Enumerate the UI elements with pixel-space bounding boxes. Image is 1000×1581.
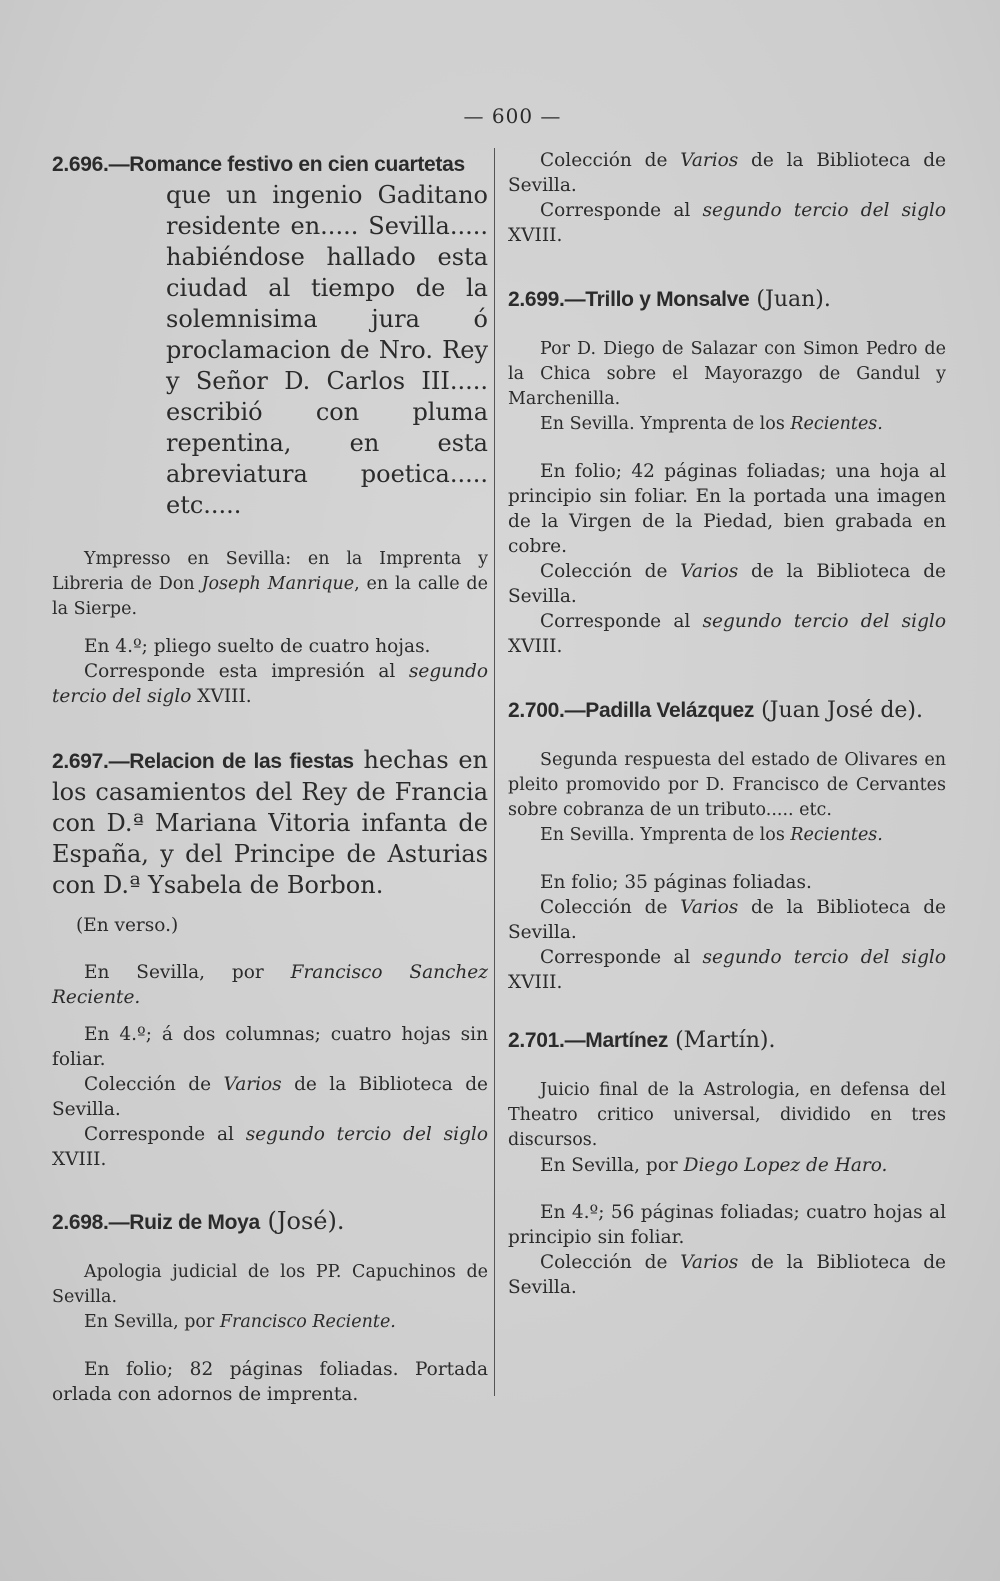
entry-title-text: (Juan).	[749, 287, 831, 312]
coll-italic: Varios	[680, 561, 739, 582]
corr-century: XVIII.	[508, 636, 563, 657]
format-note: En 4.º; á dos columnas; cuatro hojas sin foliar.	[52, 1024, 488, 1070]
printer-name: Recientes.	[790, 414, 883, 434]
coll-text-end: de la Biblioteca de Sevilla.	[508, 897, 946, 943]
imprint-text: En Sevilla, por	[84, 1312, 220, 1332]
coll-text: Colección de	[540, 1252, 681, 1273]
entry-title-text: hechas en los casamientos del Rey de Francia con D.ª Mariana Vitoria infanta de España, y del Principe de Asturias con D.ª Ysabela de Borbon.	[52, 746, 488, 899]
entry-number: 2.700.	[508, 699, 565, 722]
corr-italic: segundo tercio del siglo	[702, 611, 946, 632]
corr-century: XVIII.	[508, 225, 563, 246]
imprint	[508, 823, 946, 848]
imprint	[508, 1153, 946, 1178]
entry-2699	[508, 284, 946, 659]
correspondence-note	[508, 198, 946, 248]
correspondence-note	[52, 1122, 488, 1172]
corr-century: XVIII.	[52, 1149, 107, 1170]
entry-title	[508, 284, 946, 315]
collection-note	[508, 1250, 946, 1300]
coll-text: Colección de	[540, 561, 681, 582]
collection-note	[52, 1072, 488, 1122]
imprint	[508, 412, 946, 437]
imprint-text: En Sevilla. Ymprenta de los	[540, 414, 791, 434]
corr-text: Corresponde al	[540, 947, 703, 968]
corr-italic: segundo tercio del siglo	[52, 661, 488, 707]
entry-title	[52, 1206, 488, 1238]
entry-title	[508, 695, 946, 726]
imprint	[52, 1310, 488, 1335]
printer-name: Francisco Reciente.	[219, 1312, 396, 1332]
corr-italic: segundo tercio del siglo	[245, 1124, 488, 1145]
entry-keyword: —Relacion de las fiestas	[108, 750, 354, 773]
entry-description: Segunda respuesta del estado de Olivares en pleito promovido por D. Francisco de Cervantes sobre cobranza de un tributo..... etc.	[508, 750, 946, 820]
entry-description: Juicio final de la Astrologia, en defensa del Theatro critico universal, dividido en tres discursos.	[508, 1080, 946, 1150]
format-note: En 4.º; 56 páginas foliadas; cuatro hojas al principio sin foliar.	[508, 1202, 946, 1248]
coll-text: Colección de	[540, 897, 681, 918]
format-note: En folio; 82 páginas foliadas. Portada orlada con adornos de imprenta.	[52, 1359, 488, 1405]
corr-text: Corresponde al	[84, 1124, 246, 1145]
left-column	[52, 148, 488, 1407]
format-note: En folio; 35 páginas foliadas.	[540, 872, 812, 893]
entry-title-text: que un ingenio Gaditano residente en..... Sevilla..... habiéndose hallado esta ciudad al tiempo de la solemnisima jura ó proclamacion de Nro. Rey y Señor D. Carlos III..... escribió con pluma repentina, en esta abreviatura poetica..... etc.....	[166, 181, 488, 519]
corr-text: Corresponde esta impresión al	[84, 661, 409, 682]
entry-number: 2.696.	[52, 153, 109, 176]
corr-century: XVIII.	[508, 972, 563, 993]
coll-text-end: de la Biblioteca de Sevilla.	[508, 561, 946, 607]
coll-text-end: de la Biblioteca de Sevilla.	[508, 1252, 946, 1298]
verse-note: (En verso.)	[76, 915, 179, 936]
imprint-text-end: , en la calle de la Sierpe.	[52, 574, 488, 619]
format-note: En 4.º; pliego suelto de cuatro hojas.	[84, 636, 431, 657]
page-number: — 600 —	[463, 104, 562, 128]
imprint	[52, 547, 488, 622]
entry-title	[508, 1025, 946, 1056]
coll-text: Colección de	[84, 1074, 224, 1095]
entry-number: 2.699.	[508, 288, 565, 311]
entry-keyword: —Trillo y Monsalve	[564, 288, 750, 311]
entry-keyword: —Romance festivo en cien cuartetas	[108, 153, 465, 176]
entry-2696	[52, 148, 488, 709]
entry-title-text: (Martín).	[668, 1028, 776, 1053]
correspondence-note	[508, 609, 946, 659]
collection-note	[508, 559, 946, 609]
printer-name: Francisco Sanchez Reciente.	[52, 962, 488, 1008]
coll-italic: Varios	[680, 1252, 739, 1273]
coll-italic: Varios	[680, 150, 739, 171]
coll-italic: Varios	[223, 1074, 282, 1095]
printer-name: Diego Lopez de Haro.	[683, 1155, 888, 1176]
entry-description: Por D. Diego de Salazar con Simon Pedro de la Chica sobre el Mayorazgo de Gandul y Marchenilla.	[508, 339, 946, 409]
coll-text: Colección de	[540, 150, 681, 171]
entry-title	[52, 745, 488, 901]
corr-italic: segundo tercio del siglo	[702, 200, 946, 221]
collection-note	[508, 148, 946, 198]
entry-keyword: —Martínez	[564, 1029, 669, 1052]
entry-2698	[52, 1206, 488, 1407]
imprint-text: Ympresso en Sevilla: en la Imprenta y Libreria de Don	[52, 549, 488, 594]
format-note: En folio; 42 páginas foliadas; una hoja al principio sin foliar. En la portada una imagen de la Virgen de la Piedad, bien grabada en cobre.	[508, 461, 946, 557]
entry-2700	[508, 695, 946, 995]
entry-keyword: —Padilla Velázquez	[564, 699, 755, 722]
entry-title	[52, 148, 488, 521]
correspondence-note	[52, 659, 488, 709]
entry-2701	[508, 1025, 946, 1300]
printer-name: Recientes.	[790, 825, 883, 845]
imprint-text: En Sevilla. Ymprenta de los	[540, 825, 791, 845]
entry-keyword: —Ruiz de Moya	[108, 1211, 260, 1234]
corr-text: Corresponde al	[540, 200, 703, 221]
entry-title-text: (José).	[259, 1207, 345, 1235]
entry-number: 2.701.	[508, 1029, 565, 1052]
coll-text-end: de la Biblioteca de Sevilla.	[508, 150, 946, 196]
imprint-text: En Sevilla, por	[540, 1155, 684, 1176]
imprint	[52, 960, 488, 1010]
entry-2697	[52, 745, 488, 1172]
correspondence-note	[508, 945, 946, 995]
entry-description: Apologia judicial de los PP. Capuchinos de Sevilla.	[52, 1262, 488, 1307]
coll-italic: Varios	[680, 897, 739, 918]
coll-text-end: de la Biblioteca de Sevilla.	[52, 1074, 489, 1120]
collection-note	[508, 895, 946, 945]
right-column	[508, 148, 946, 1300]
column-divider	[494, 148, 495, 1396]
corr-text: Corresponde al	[540, 611, 703, 632]
entry-number: 2.697.	[52, 750, 109, 773]
imprint-text: En Sevilla, por	[84, 962, 291, 983]
entry-title-text: (Juan José de).	[754, 698, 923, 723]
corr-italic: segundo tercio del siglo	[702, 947, 946, 968]
entry-continuation	[508, 148, 946, 248]
corr-century: XVIII.	[191, 686, 252, 707]
printer-name: Joseph Manrique	[201, 574, 355, 594]
entry-number: 2.698.	[52, 1211, 109, 1234]
